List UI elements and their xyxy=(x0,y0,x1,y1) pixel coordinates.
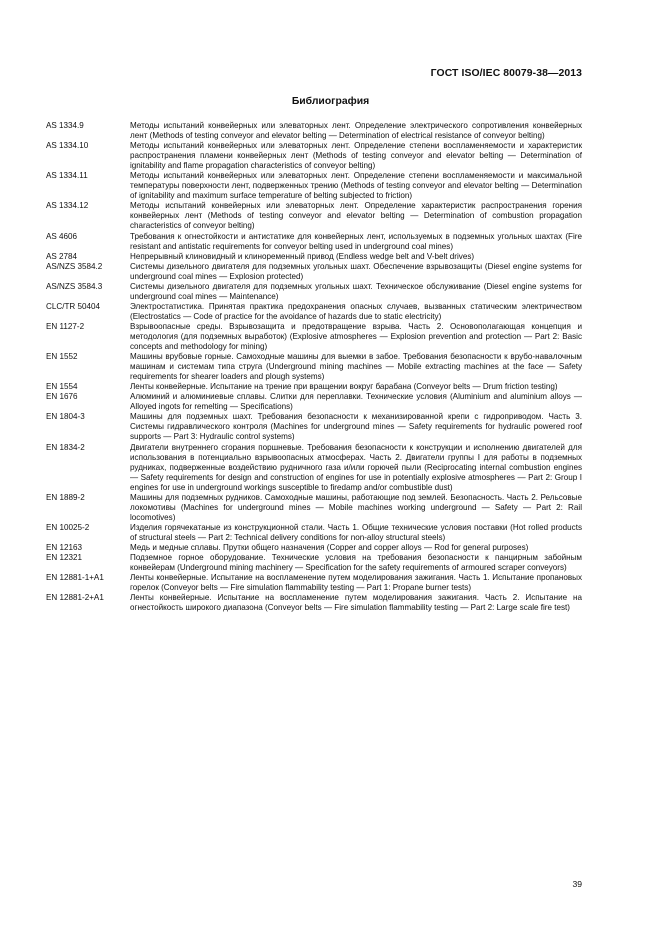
entry-code: AS 1334.11 xyxy=(46,171,88,181)
entry-text: Системы дизельного двигателя для подземных угольных шахт. Техническое обслуживание (Diesel engine systems for underground coal mines — Maintenance) xyxy=(130,281,582,301)
entry-text: Методы испытаний конвейерных или элеваторных лент. Определение характеристик распространения горения конвейерных лент (Methods of testing conveyor and elevator belting — Determination of combustion propagation characteristics of conveyor belting) xyxy=(130,201,582,231)
bibliography-list xyxy=(46,121,582,613)
entry-text: Алюминий и алюминиевые сплавы. Слитки для переплавки. Технические условия (Aluminium and aluminium alloys — Alloyed ingots for remelting — Specifications) xyxy=(130,392,582,412)
entry-text: Медь и медные сплавы. Прутки общего назначения (Copper and copper alloys — Rod for general purposes) xyxy=(130,542,529,552)
bibliography-entry xyxy=(46,392,582,412)
entry-code: EN 12163 xyxy=(46,542,82,552)
bibliography-entry xyxy=(46,252,582,262)
entry-code: EN 1554 xyxy=(46,382,78,392)
bibliography-entry xyxy=(46,141,582,171)
bibliography-entry xyxy=(46,493,582,523)
entry-code: AS 1334.12 xyxy=(46,201,89,211)
section-title: Библиография xyxy=(291,96,370,107)
entry-code: EN 1676 xyxy=(46,392,78,402)
entry-text: Ленты конвейерные. Испытание на воспламенение путем моделирования зажигания. Часть 2. Испытание на огнестойкость широкого диапазона (Conveyor belts — Fire simulation flammability testing — Part 2: Large scale fire test) xyxy=(130,593,582,613)
entry-text: Требования к огнестойкости и антистатике для конвейерных лент, используемых в подземных угольных шахтах (Fire resistant and antistatic requirements for conveyor belting used in underground coal mines) xyxy=(130,231,582,251)
bibliography-entry xyxy=(46,282,582,302)
entry-text: Изделия горячекатаные из конструкционной стали. Часть 1. Общие технические условия поставки (Hot rolled products of structural steels — Part 2: Technical delivery conditions for non-alloy structural steels) xyxy=(130,522,582,542)
entry-text: Ленты конвейерные. Испытание на трение при вращении вокруг барабана (Conveyor belts — Drum friction testing) xyxy=(130,382,558,392)
bibliography-entry xyxy=(46,573,582,593)
entry-code: AS/NZS 3584.2 xyxy=(46,261,103,271)
entry-code: EN 12321 xyxy=(46,553,82,563)
bibliography-entry xyxy=(46,523,582,543)
bibliography-entry xyxy=(46,443,582,493)
entry-text: Машины для подземных рудников. Самоходные машины, работающие под землей. Безопасность. Часть 2. Рельсовые локомотивы (Machines for underground mines — Mobile machines working underground — Safety — Part 2: Rail locomotives) xyxy=(130,492,582,522)
entry-text: Непрерывный клиновидный и клиноременный привод (Endless wedge belt and V-belt drives) xyxy=(130,251,475,261)
entry-text: Двигатели внутреннего сгорания поршневые. Требования безопасности к конструкции и исполнению двигателей для использования в потенциально взрывоопасных атмосферах. Часть 2. Двигатели группы I для работы в подземных рудниках, подверженные воздействию рудничного газа и/или горючей пыли (Reciprocating internal combustion engines — Safety requirements for design and construction of engines for use in potentially explosive atmospheres — Part 2: Group I engines for use in underground workings susceptible to firedamp and/or combustible dust) xyxy=(130,442,582,492)
bibliography-entry xyxy=(46,322,582,352)
bibliography-entry xyxy=(46,553,582,573)
entry-text: Методы испытаний конвейерных или элеваторных лент. Определение степени воспламеняемости и максимальной температуры поверхности лент, подверженных трению (Methods of testing conveyor and elevator belting — Determination of ignitability and maximum surface temperature of belting subjected to friction) xyxy=(130,171,582,201)
entry-code: EN 1889-2 xyxy=(46,492,85,502)
entry-text: Машины для подземных шахт. Требования безопасности к механизированной крепи с гидроприводом. Часть 3. Системы гидравлического контроля (Machines for underground mines — Safety requirements for hydraulic powered roof supports — Part 3: Hydraulic control systems) xyxy=(130,412,582,442)
page-number: 39 xyxy=(572,879,582,889)
entry-text: Взрывоопасные среды. Взрывозащита и предотвращение взрыва. Часть 2. Основополагающая концепция и методология (для подземных выработок) (Explosive atmospheres — Explosion prevention and protection — Part 2: Basic concepts and methodology for mining) xyxy=(130,321,582,352)
bibliography-entry xyxy=(46,171,582,201)
entry-code: AS 1334.9 xyxy=(46,121,84,130)
entry-code: EN 1804-3 xyxy=(46,412,85,422)
entry-code: EN 10025-2 xyxy=(46,522,90,532)
entry-text: Системы дизельного двигателя для подземных угольных шахт. Обеспечение взрывозащиты (Diesel engine systems for underground coal mines — Explosion protected) xyxy=(130,261,582,281)
entry-code: AS 4606 xyxy=(46,231,78,241)
entry-code: EN 12881-1+A1 xyxy=(46,573,104,583)
entry-code: EN 1127-2 xyxy=(46,321,85,331)
entry-text: Машины врубовые горные. Самоходные машины для выемки в забое. Требования безопасности к врубо-навалочным машинам и системам типа струга (Underground mining machines — Mobile extracting machines at the face — Safety requirements for shearer loaders and plough systems) xyxy=(130,352,582,382)
bibliography-entry xyxy=(46,382,582,392)
bibliography-entry xyxy=(46,543,582,553)
entry-text: Методы испытаний конвейерных или элеваторных лент. Определение электрического сопротивления конвейерных лент (Methods of testing conveyor and elevator belting — Determination of electrical resistance of conveyor belting) xyxy=(130,121,582,141)
entry-code: EN 1834-2 xyxy=(46,442,85,452)
entry-text: Методы испытаний конвейерных или элеваторных лент. Определение степени воспламеняемости и характеристик распространения пламени конвейерных лент (Methods of testing conveyor and elevator belting — Determination of ignitability and flame propagation characteristics of conveyor belting) xyxy=(130,141,582,171)
entry-code: AS/NZS 3584.3 xyxy=(46,281,103,291)
entry-code: EN 1552 xyxy=(46,352,78,362)
bibliography-entry xyxy=(46,201,582,231)
entry-code: AS 2784 xyxy=(46,251,78,261)
bibliography-entry xyxy=(46,593,582,613)
bibliography-entry xyxy=(46,232,582,252)
entry-text: Ленты конвейерные. Испытание на воспламенение путем моделирования зажигания. Часть 1. Испытание пропановых горелок (Conveyor belts — Fire simulation flammability testing — Part 1: Propane burner tests) xyxy=(130,573,582,593)
bibliography-entry xyxy=(46,412,582,442)
bibliography-entry xyxy=(46,302,582,322)
bibliography-entry xyxy=(46,262,582,282)
entry-code: EN 12881-2+A1 xyxy=(46,593,104,603)
document-id-header: ГОСТ ISO/IEC 80079-38—2013 xyxy=(430,68,582,79)
entry-code: CLC/TR 50404 xyxy=(46,301,100,311)
entry-code: AS 1334.10 xyxy=(46,141,89,151)
bibliography-entry xyxy=(46,352,582,382)
bibliography-entry xyxy=(46,121,582,141)
entry-text: Подземное горное оборудование. Технические условия на требования безопасности к панцирным забойным конвейерам (Underground mining machinery — Specification for the safety requirements of armoured scraper conveyors) xyxy=(130,553,582,573)
entry-text: Электростатистика. Принятая практика предохранения опасных случаев, вызванных статическим электричеством (Electrostatics — Code of practice for the avoidance of hazards due to static electricity) xyxy=(130,301,582,321)
